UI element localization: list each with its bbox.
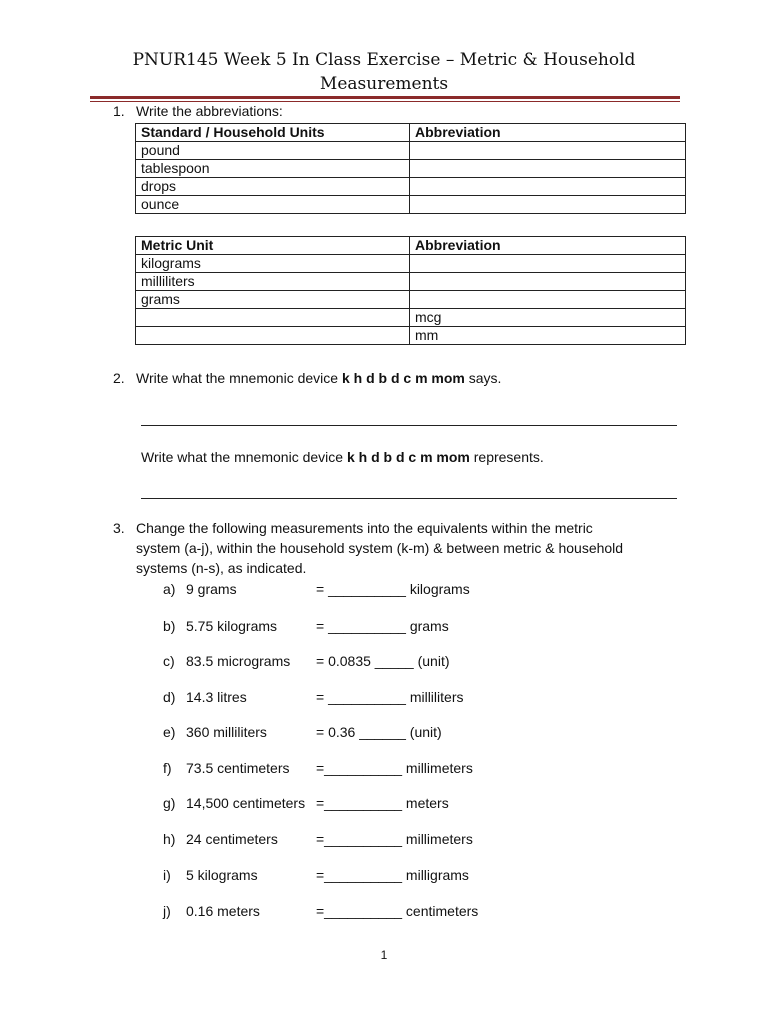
item-quantity: 14,500 centimeters <box>186 795 306 811</box>
page-title <box>0 48 768 96</box>
item-letter: c) <box>163 653 175 669</box>
unit-cell: ounce <box>136 196 410 214</box>
standard-units-table <box>135 123 686 214</box>
header-cell: Metric Unit <box>136 237 410 255</box>
header-rule-thick <box>90 96 680 99</box>
item-quantity: 24 centimeters <box>186 831 278 847</box>
item-equals[interactable]: =__________ centimeters <box>316 903 479 919</box>
title-line-2: Measurements <box>319 74 449 94</box>
header-cell: Standard / Household Units <box>136 124 410 142</box>
q2-says-prompt <box>136 369 501 387</box>
metric-units-table <box>135 236 686 345</box>
abbreviation-cell[interactable] <box>410 142 686 160</box>
mnemonic-text: k h d b d c m mom <box>341 370 465 386</box>
item-equals[interactable]: = __________ grams <box>316 618 449 634</box>
table-row <box>136 255 686 273</box>
item-quantity: 83.5 micrograms <box>186 653 291 669</box>
item-letter: b) <box>163 618 176 634</box>
item-quantity: 0.16 meters <box>186 903 260 919</box>
unit-cell[interactable] <box>136 309 410 327</box>
table-row <box>136 327 686 345</box>
item-quantity: 5 kilograms <box>186 867 258 883</box>
item-equals[interactable]: =__________ millimeters <box>316 831 473 847</box>
q2-rep-post: represents. <box>469 449 544 465</box>
abbreviation-cell[interactable] <box>410 160 686 178</box>
table-row <box>136 273 686 291</box>
q2-rep-pre: Write what the mnemonic device <box>141 449 347 465</box>
item-quantity: 73.5 centimeters <box>186 760 290 776</box>
table-row <box>136 142 686 160</box>
item-quantity: 360 milliliters <box>186 724 267 740</box>
answer-line-says[interactable] <box>141 425 677 426</box>
item-quantity: 14.3 litres <box>186 689 247 705</box>
header-cell: Abbreviation <box>410 237 686 255</box>
item-letter: j) <box>163 903 171 919</box>
unit-cell: drops <box>136 178 410 196</box>
unit-cell[interactable] <box>136 327 410 345</box>
item-letter: f) <box>163 760 172 776</box>
q3-number: 3. <box>113 520 125 536</box>
table-header-row <box>136 124 686 142</box>
abbreviation-cell[interactable] <box>410 291 686 309</box>
q3-instructions-line-1: Change the following measurements into the equivalents within the metric <box>136 520 593 536</box>
q2-says-post: says. <box>464 370 502 386</box>
item-equals[interactable]: = 0.36 ______ (unit) <box>316 724 442 740</box>
q2-says-pre: Write what the mnemonic device <box>136 370 342 386</box>
unit-cell: kilograms <box>136 255 410 273</box>
table-row <box>136 178 686 196</box>
table-header-row <box>136 237 686 255</box>
q3-instructions-line-3: systems (n-s), as indicated. <box>136 560 307 576</box>
item-equals[interactable]: =__________ meters <box>316 795 449 811</box>
unit-cell: milliliters <box>136 273 410 291</box>
table-row <box>136 160 686 178</box>
item-letter: i) <box>163 867 171 883</box>
title-line-1: PNUR145 Week 5 In Class Exercise – Metric & Household <box>132 50 636 70</box>
q1-prompt: Write the abbreviations: <box>136 103 283 119</box>
item-letter: a) <box>163 581 176 597</box>
item-equals[interactable]: =__________ milligrams <box>316 867 469 883</box>
q2-number: 2. <box>113 370 125 386</box>
item-quantity: 9 grams <box>186 581 237 597</box>
abbreviation-cell[interactable] <box>410 178 686 196</box>
unit-cell: pound <box>136 142 410 160</box>
item-letter: g) <box>163 795 176 811</box>
item-quantity: 5.75 kilograms <box>186 618 278 634</box>
item-letter: e) <box>163 724 176 740</box>
unit-cell: tablespoon <box>136 160 410 178</box>
item-letter: h) <box>163 831 176 847</box>
table-row <box>136 196 686 214</box>
q1-number: 1. <box>113 103 125 119</box>
mnemonic-text: k h d b d c m mom <box>346 449 470 465</box>
abbreviation-cell[interactable] <box>410 196 686 214</box>
q3-instructions-line-2: system (a-j), within the household system (k-m) & between metric & household <box>136 540 624 556</box>
item-letter: d) <box>163 689 176 705</box>
answer-line-represents[interactable] <box>141 498 677 499</box>
item-equals[interactable]: =__________ millimeters <box>316 760 473 776</box>
header-cell: Abbreviation <box>410 124 686 142</box>
item-equals[interactable]: = __________ milliliters <box>316 689 464 705</box>
unit-cell: grams <box>136 291 410 309</box>
abbreviation-cell: mcg <box>410 309 686 327</box>
abbreviation-cell: mm <box>410 327 686 345</box>
table-row <box>136 291 686 309</box>
page-number: 1 <box>380 948 388 962</box>
abbreviation-cell[interactable] <box>410 273 686 291</box>
item-equals[interactable]: = 0.0835 _____ (unit) <box>316 653 450 669</box>
item-equals[interactable]: = __________ kilograms <box>316 581 470 597</box>
abbreviation-cell[interactable] <box>410 255 686 273</box>
table-row <box>136 309 686 327</box>
q2-represents-prompt <box>141 448 544 466</box>
